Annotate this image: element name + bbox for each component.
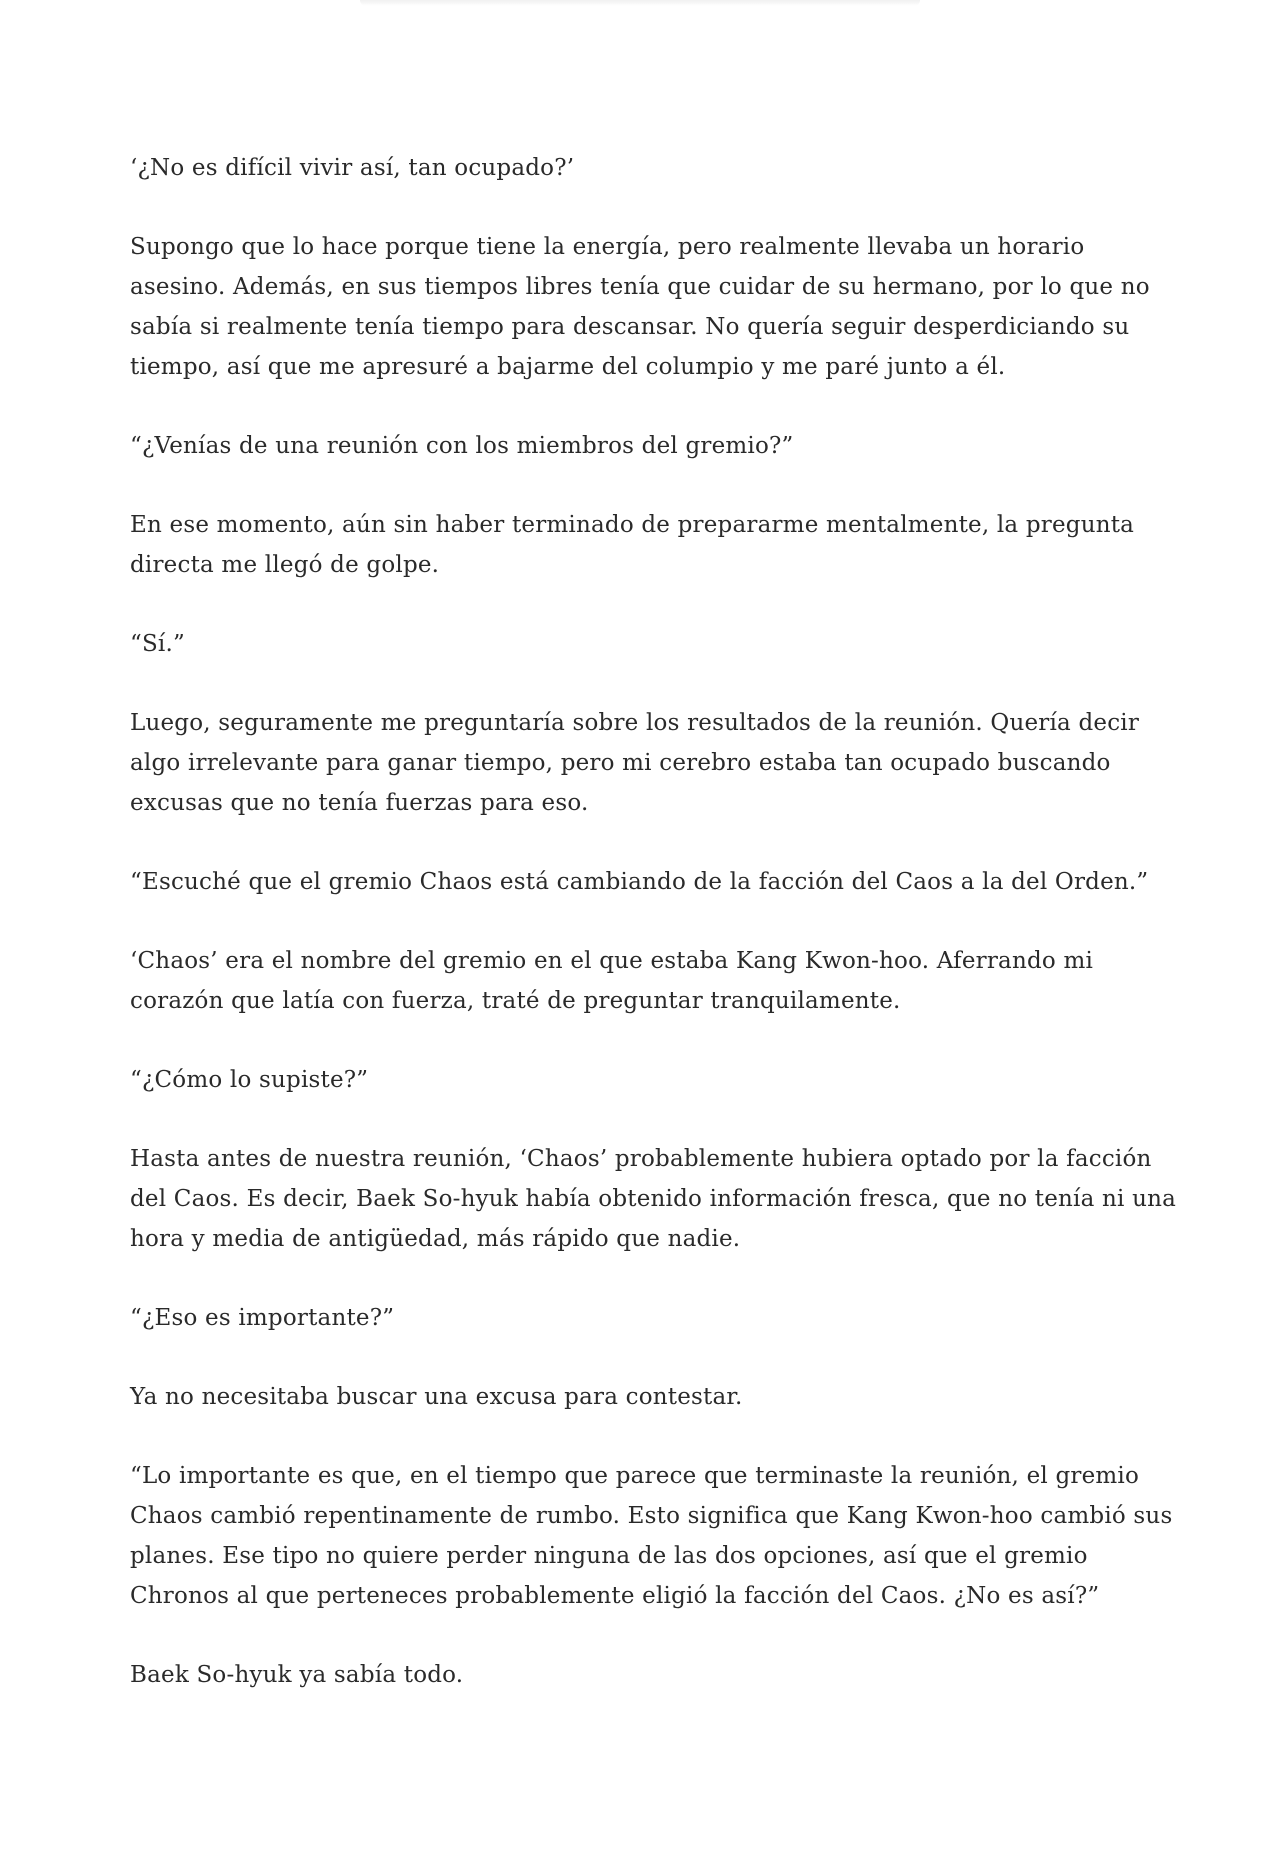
paragraph-4: En ese momento, aún sin haber terminado de prepararme mentalmente, la pregunta directa me llegó de golpe. (130, 512, 1135, 578)
paragraph-10: Hasta antes de nuestra reunión, ‘Chaos’ probablemente hubiera optado por la facción del Caos. Es decir, Baek So-hyuk había obtenido información fresca, que no tenía ni una hora y media de antigüedad, más rápido que nadie. (130, 1146, 1177, 1252)
paragraph-5: “Sí.” (130, 631, 185, 657)
paragraph-2: Supongo que lo hace porque tiene la energía, pero realmente llevaba un horario asesino. Además, en sus tiempos libres tenía que cuidar de su hermano, por lo que no sabía si realmente tenía tiempo para descansar. No quería seguir desperdiciando su tiempo, así que me apresuré a bajarme del columpio y me paré junto a él. (130, 234, 1150, 380)
paragraph-8: ‘Chaos’ era el nombre del gremio en el que estaba Kang Kwon-hoo. Aferrando mi corazón que latía con fuerza, traté de preguntar tranquilamente. (130, 948, 1094, 1014)
paragraph-1: ‘¿No es difícil vivir así, tan ocupado?’ (130, 155, 575, 181)
paragraph-14: Baek So-hyuk ya sabía todo. (130, 1662, 464, 1688)
paragraph-6: Luego, seguramente me preguntaría sobre los resultados de la reunión. Quería decir algo irrelevante para ganar tiempo, pero mi cerebro estaba tan ocupado buscando excusas que no tenía fuerzas para eso. (130, 710, 1140, 816)
paragraph-3: “¿Venías de una reunión con los miembros del gremio?” (130, 433, 794, 459)
paragraph-7: “Escuché que el gremio Chaos está cambiando de la facción del Caos a la del Orden.” (130, 869, 1149, 895)
paragraph-11: “¿Eso es importante?” (130, 1305, 395, 1331)
top-edge-shadow (360, 0, 920, 6)
paragraph-9: “¿Cómo lo supiste?” (130, 1067, 369, 1093)
paragraph-13: “Lo importante es que, en el tiempo que parece que terminaste la reunión, el gremio Chaos cambió repentinamente de rumbo. Esto significa que Kang Kwon-hoo cambió sus planes. Ese tipo no quiere perder ninguna de las dos opciones, así que el gremio Chronos al que perteneces probablemente eligió la facción del Caos. ¿No es así?” (130, 1463, 1173, 1609)
paragraph-12: Ya no necesitaba buscar una excusa para contestar. (130, 1384, 743, 1410)
document-body (130, 148, 1180, 1734)
